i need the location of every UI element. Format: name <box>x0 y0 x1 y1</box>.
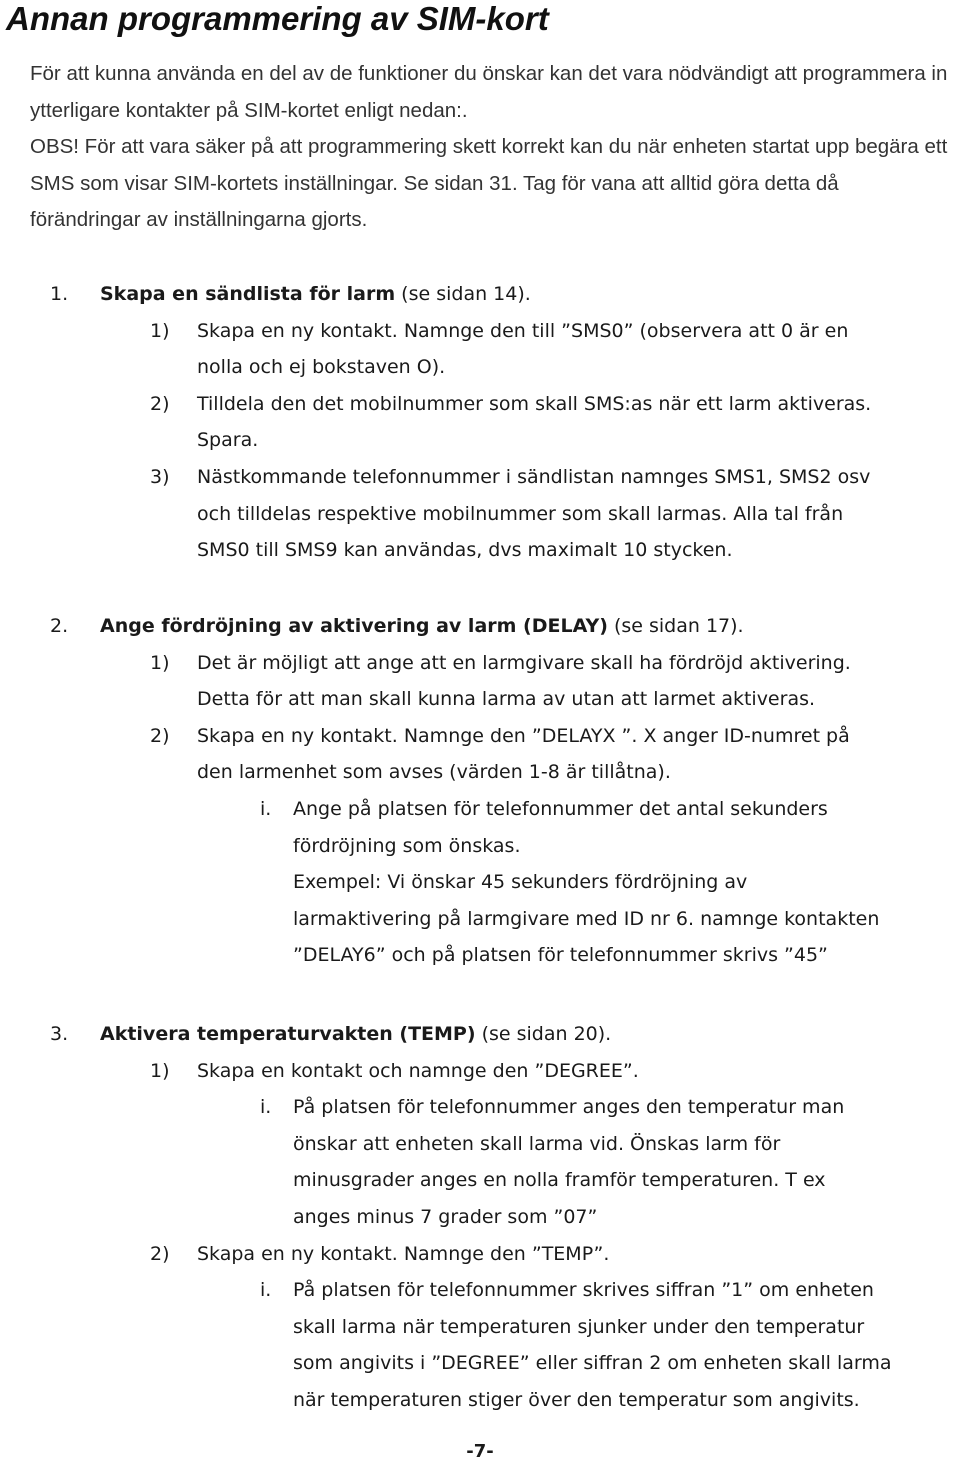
step-number: 1) <box>150 651 170 674</box>
section-heading-title: Ange fördröjning av aktivering av larm (DELAY) <box>100 615 608 637</box>
step-number: 1) <box>150 1059 170 1082</box>
substep-number: i. <box>260 1279 272 1302</box>
step-text-line: nolla och ej bokstaven O). <box>197 356 446 379</box>
step-text-line: Skapa en ny kontakt. Namnge den till ”SMS0” (observera att 0 är en <box>197 319 849 342</box>
intro-paragraph: För att kunna använda en del av de funktioner du önskar kan det vara nödvändigt att programmera in ytterligare kontakter på SIM-kortet enligt nedan:. <box>30 62 948 122</box>
section-heading-title: Skapa en sändlista för larm <box>100 283 396 305</box>
substep-text-line: som angivits i ”DEGREE” eller siffran 2 om enheten skall larma <box>293 1352 892 1375</box>
step-text-line: Nästkommande telefonnummer i sändlistan namnges SMS1, SMS2 osv <box>197 466 871 488</box>
section-number: 2. <box>50 615 69 637</box>
substep-text-line: anges minus 7 grader som ”07” <box>293 1206 598 1228</box>
step-number: 1) <box>150 319 170 342</box>
page-title: Annan programmering av SIM-kort <box>6 0 549 37</box>
section-number: 3. <box>50 1023 69 1045</box>
step-number: 3) <box>150 466 170 488</box>
section-heading <box>100 608 744 644</box>
section-page-ref: (se sidan 17). <box>607 615 744 637</box>
section-page-ref: (se sidan 14). <box>395 283 531 305</box>
page-number: -7- <box>466 1441 494 1462</box>
section-page-ref: (se sidan 20). <box>475 1023 612 1045</box>
substep-text-line: Exempel: Vi önskar 45 sekunders fördröjning av <box>293 871 748 894</box>
substep-text-line: På platsen för telefonnummer skrives siffran ”1” om enheten <box>293 1279 874 1302</box>
section-heading <box>100 1016 611 1052</box>
substep-text-line: På platsen för telefonnummer anges den temperatur man <box>293 1096 845 1119</box>
substep-text-line: skall larma när temperaturen sjunker under den temperatur <box>293 1315 865 1338</box>
step-text-line: Tilldela den det mobilnummer som skall SMS:as när ett larm aktiveras. <box>197 392 872 415</box>
substep-text-line: när temperaturen stiger över den temperatur som angivits. <box>293 1389 860 1411</box>
step-text-line: Skapa en ny kontakt. Namnge den ”TEMP”. <box>197 1242 610 1265</box>
intro-text <box>30 56 950 239</box>
obs-paragraph: OBS! För att vara säker på att programmering skett korrekt kan du när enheten startat upp begära ett SMS som visar SIM-kortets inställningar. Se sidan 31. Tag för vana att alltid göra detta då förändringar av inställningarna gjorts. <box>30 135 948 231</box>
step-text-line: Skapa en kontakt och namnge den ”DEGREE”. <box>197 1059 639 1082</box>
step-text-line: och tilldelas respektive mobilnummer som skall larmas. Alla tal från <box>197 502 844 525</box>
section-heading-title: Aktivera temperaturvakten (TEMP) <box>100 1023 476 1045</box>
section-heading <box>100 276 531 312</box>
substep-number: i. <box>260 1096 272 1119</box>
step-text-line: Detta för att man skall kunna larma av utan att larmet aktiveras. <box>197 688 816 711</box>
step-number: 2) <box>150 724 170 747</box>
step-number: 2) <box>150 392 170 415</box>
substep-text-line: larmaktivering på larmgivare med ID nr 6. namnge kontakten <box>293 907 880 930</box>
substep-text-line: minusgrader anges en nolla framför temperaturen. T ex <box>293 1169 826 1192</box>
substep-number: i. <box>260 798 272 820</box>
substep-text-line: önskar att enheten skall larma vid. Önskas larm för <box>293 1132 781 1155</box>
substep-text-line: fördröjning som önskas. <box>293 834 521 857</box>
substep-text-line: Ange på platsen för telefonnummer det antal sekunders <box>293 798 828 820</box>
step-number: 2) <box>150 1242 170 1265</box>
step-text-line: Skapa en ny kontakt. Namnge den ”DELAYX ”. X anger ID-numret på <box>197 724 850 747</box>
step-text-line: Spara. <box>197 429 259 452</box>
substep-text-line: ”DELAY6” och på platsen för telefonnummer skrivs ”45” <box>293 944 828 967</box>
step-text-line: SMS0 till SMS9 kan användas, dvs maximalt 10 stycken. <box>197 539 733 562</box>
section-number: 1. <box>50 283 69 305</box>
step-text-line: den larmenhet som avses (värden 1-8 är tillåtna). <box>197 761 671 784</box>
step-text-line: Det är möjligt att ange att en larmgivare skall ha fördröjd aktivering. <box>197 651 851 674</box>
